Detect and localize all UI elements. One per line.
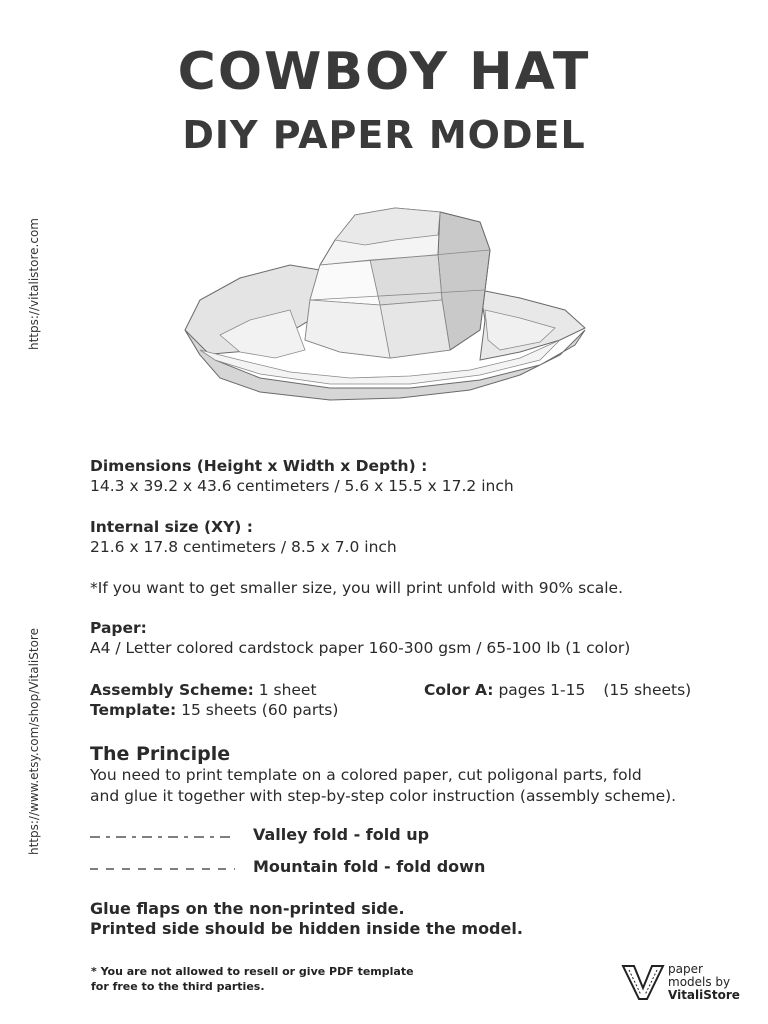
v-logo-icon xyxy=(620,962,666,1002)
color-a-count: (15 sheets) xyxy=(603,681,692,699)
side-url-etsy[interactable]: https://www.etsy.com/shop/VitaliStore xyxy=(27,628,41,855)
principle-text xyxy=(90,765,710,807)
disclaimer-line-1: * You are not allowed to resell or give PDF template xyxy=(91,965,414,978)
principle-title: The Principle xyxy=(90,743,231,765)
principle-line-2: and glue it together with step-by-step color instruction (assembly scheme). xyxy=(90,787,677,805)
color-a-label: Color A: xyxy=(424,681,494,699)
mountain-fold-legend xyxy=(90,857,710,879)
logo-brand: VitaliStore xyxy=(668,988,740,1002)
disclaimer-line-2: for free to the third parties. xyxy=(91,980,265,993)
assembly-value: 1 sheet xyxy=(253,681,317,699)
glue-line-1: Glue flaps on the non-printed side. xyxy=(90,899,405,918)
valley-fold-legend xyxy=(90,825,710,847)
internal-size-value: 21.6 x 17.8 centimeters / 8.5 x 7.0 inch xyxy=(90,538,397,556)
color-a-value: pages 1-15 xyxy=(493,681,586,699)
logo-text xyxy=(668,963,740,1002)
paper-value: A4 / Letter colored cardstock paper 160-300 gsm / 65-100 lb (1 color) xyxy=(90,639,631,657)
internal-size-section xyxy=(90,517,710,557)
cowboy-hat-illustration xyxy=(180,200,590,405)
glue-instructions xyxy=(90,899,710,939)
glue-line-2: Printed side should be hidden inside the model. xyxy=(90,919,523,938)
side-url-website[interactable]: https://vitalistore.com xyxy=(27,218,41,350)
principle-line-1: You need to print template on a colored paper, cut poligonal parts, fold xyxy=(90,766,642,784)
dimensions-section xyxy=(90,456,710,496)
logo-line-1: paper xyxy=(668,962,703,976)
paper-label: Paper: xyxy=(90,619,147,637)
internal-size-label: Internal size (XY) : xyxy=(90,518,253,536)
page-subtitle: DIY PAPER MODEL xyxy=(182,113,586,157)
valley-fold-line-icon xyxy=(90,835,235,839)
dimensions-value: 14.3 x 39.2 x 43.6 centimeters / 5.6 x 15.5 x 17.2 inch xyxy=(90,477,514,495)
dimensions-label: Dimensions (Height x Width x Depth) : xyxy=(90,457,428,475)
color-a-section xyxy=(424,680,691,700)
paper-section xyxy=(90,618,710,658)
template-label: Template: xyxy=(90,701,177,719)
logo-line-2: models by xyxy=(668,975,731,989)
valley-fold-label: Valley fold - fold up xyxy=(253,825,430,844)
assembly-label: Assembly Scheme: xyxy=(90,681,254,699)
vitalistore-logo[interactable] xyxy=(620,962,750,1004)
disclaimer xyxy=(91,964,414,994)
mountain-fold-line-icon xyxy=(90,867,235,871)
mountain-fold-label: Mountain fold - fold down xyxy=(253,857,486,876)
page-title: COWBOY HAT xyxy=(177,42,591,102)
template-value: 15 sheets (60 parts) xyxy=(176,701,339,719)
scale-note: *If you want to get smaller size, you will print unfold with 90% scale. xyxy=(90,579,624,597)
